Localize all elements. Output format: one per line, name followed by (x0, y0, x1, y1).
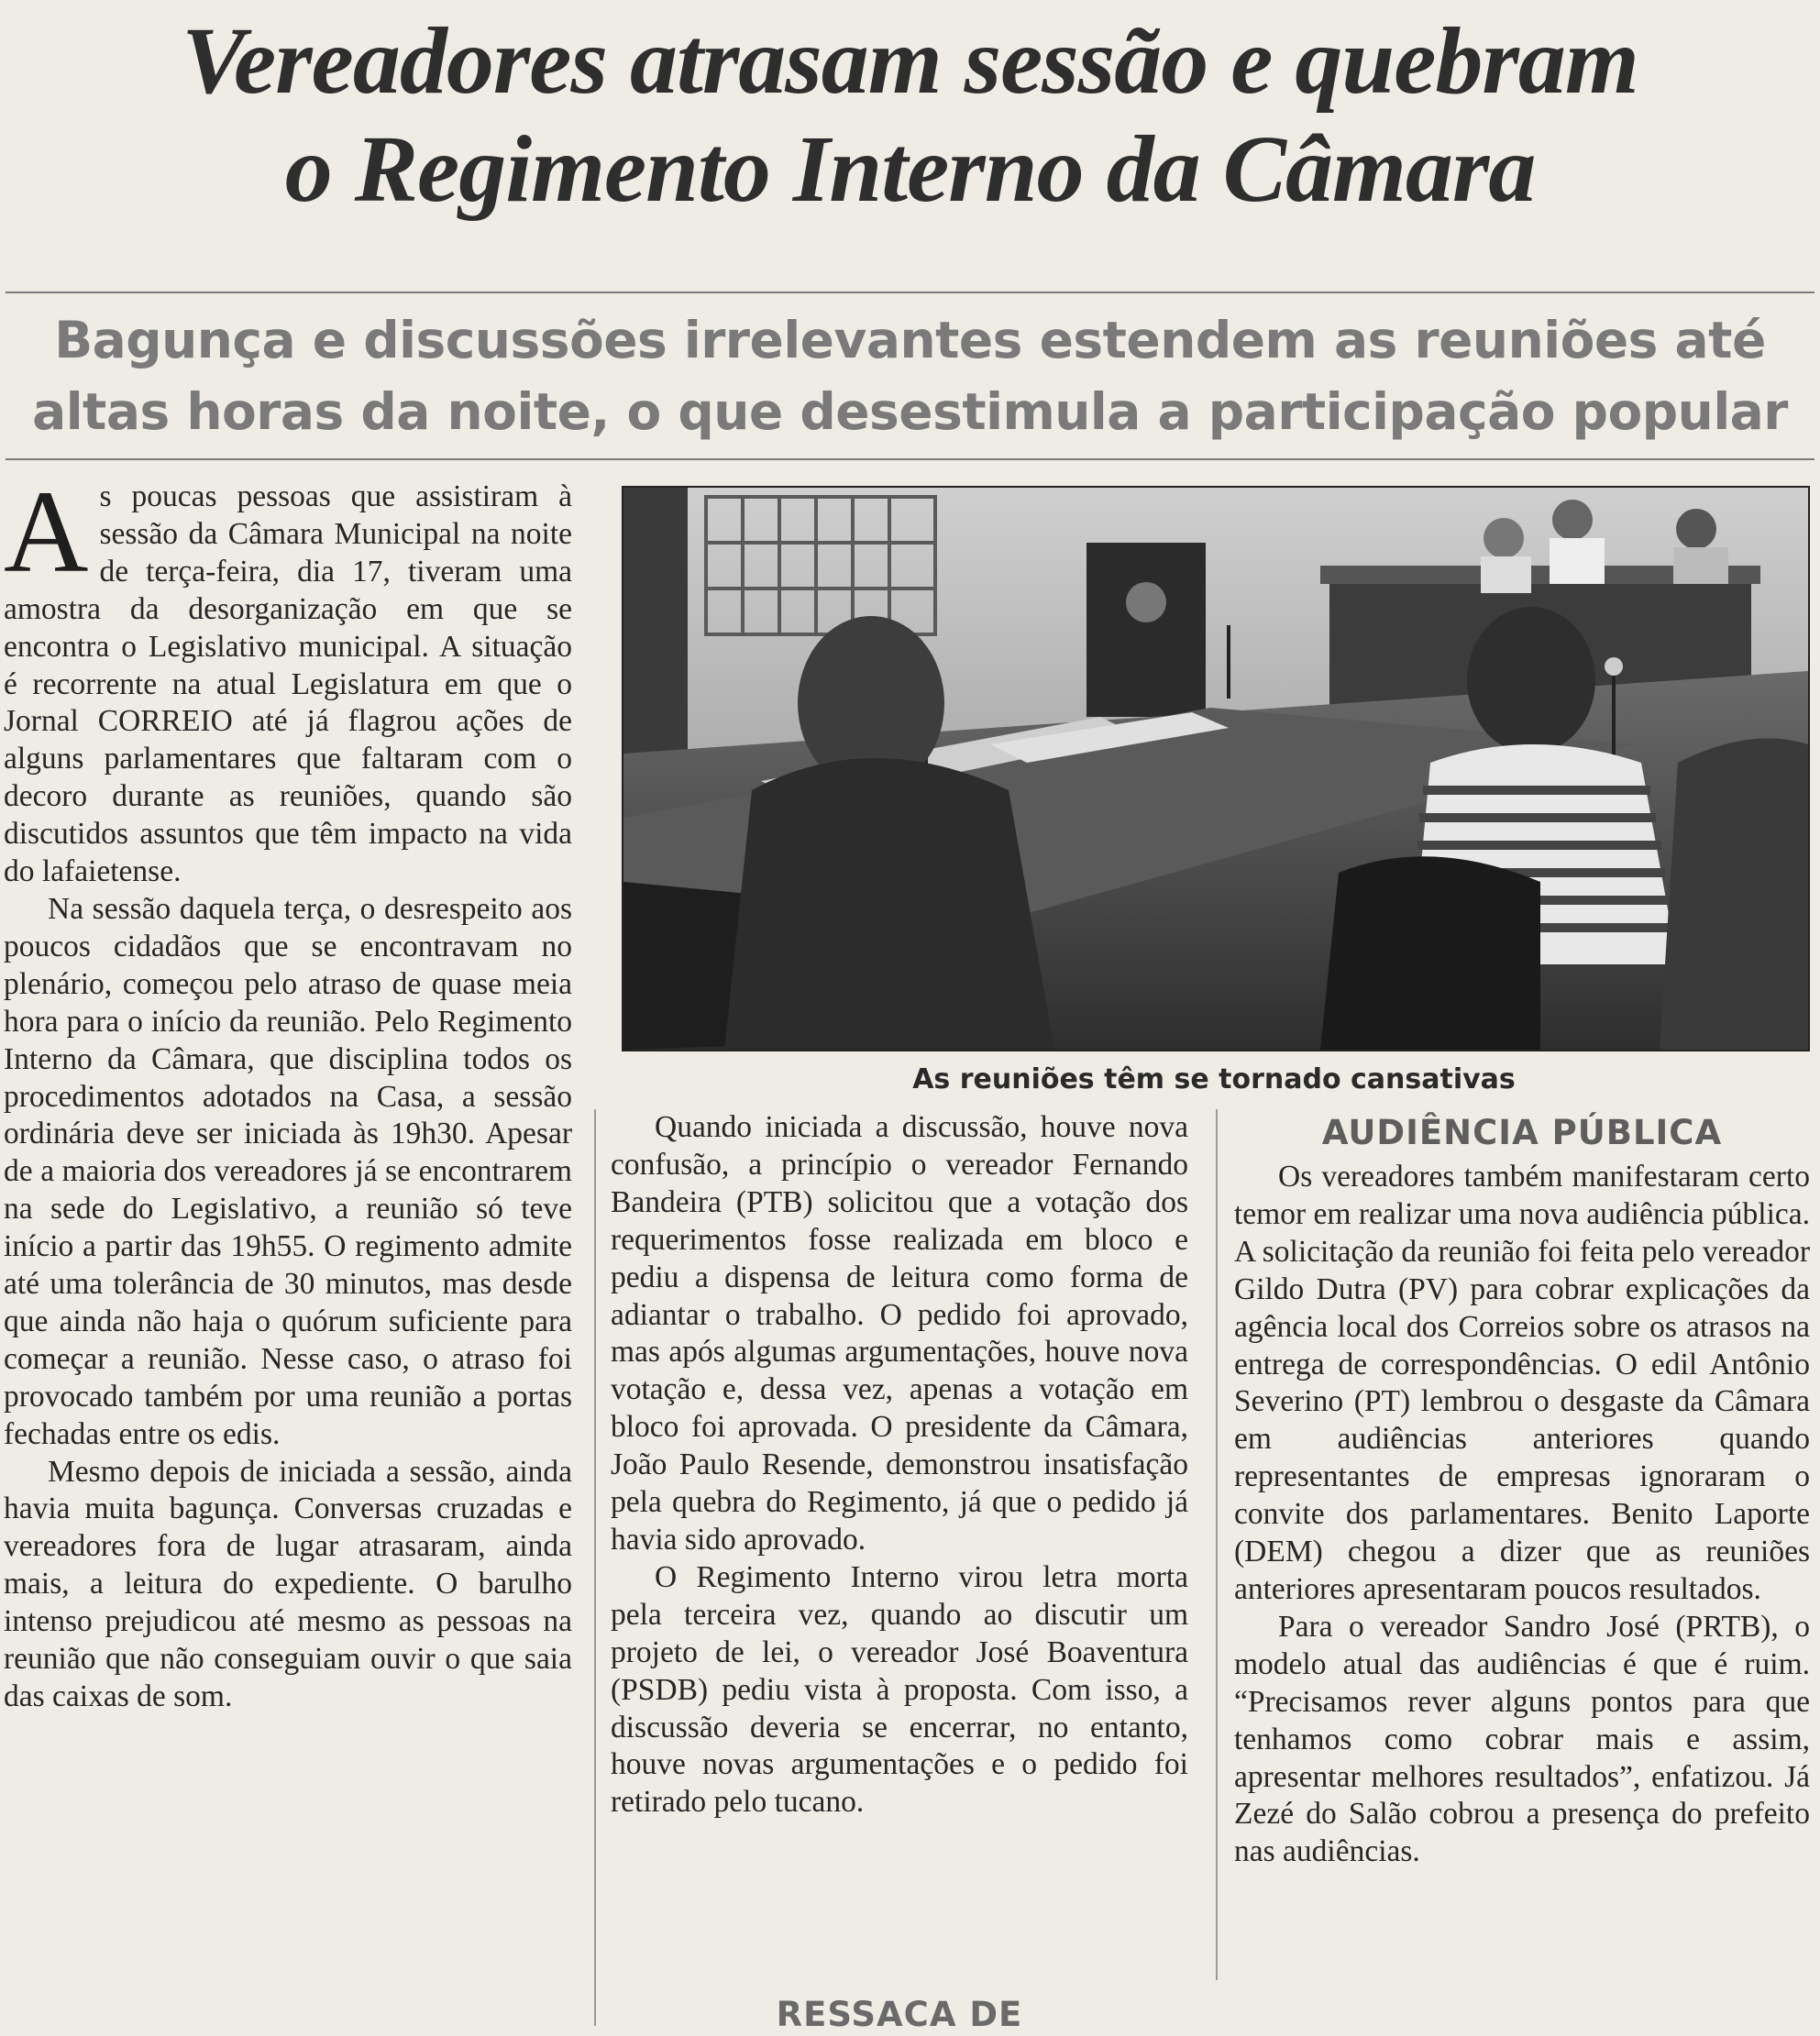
paragraph: Quando iniciada a discussão, houve nova confusão, a princípio o vereador Fernando Bandeira (PTB) solicitou que a votação dos requerimentos fosse realizada em bloco e pediu a dispensa de leitura como forma de adiantar o trabalho. O pedido foi aprovado, mas após algumas argumentações, houve nova votação e, dessa vez, apenas a votação em bloco foi aprovada. O presidente da Câmara, João Paulo Resende, demonstrou insatisfação pela quebra do Regimento, já que o pedido já havia sido aprovado. (611, 1110, 1188, 1557)
subheadline-rule (6, 458, 1814, 460)
headline (0, 7, 1820, 224)
column-divider (594, 1109, 596, 2026)
section-title: AUDIÊNCIA PÚBLICA (1321, 1113, 1723, 1152)
council-chamber-photo (623, 488, 1808, 1050)
photo-caption: As reuniões têm se tornado cansativas (912, 1063, 1516, 1095)
article-column-3 (1234, 1159, 1810, 1871)
subheadline-line-1: Bagunça e discussões irrelevantes estendem as reuniões até (54, 311, 1766, 369)
subheadline-line-2: altas horas da noite, o que desestimula a participação popular (32, 382, 1788, 441)
paragraph: Na sessão daquela terça, o desrespeito aos poucos cidadãos que se encontravam no plenário, começou pelo atraso de quase meia hora para o início da reunião. Pelo Regimento Interno da Câmara, que disciplina todos os procedimentos adotados na Casa, a sessão ordinária deve ser iniciada às 19h30. Apesar de a maioria dos vereadores já se encontrarem na sede do Legislativo, a reunião só teve início a partir das 19h55. O regimento admite até uma tolerância de 30 minutos, mas desde que ainda não haja o quórum suficiente para começar a reunião. Nesse caso, o atraso foi provocado também por uma reunião a portas fechadas entre os edis. (4, 891, 572, 1451)
headline-rule (6, 292, 1814, 293)
article-photo (622, 486, 1810, 1051)
headline-line-2: o Regimento Interno da Câmara (284, 116, 1536, 222)
paragraph (4, 467, 572, 891)
paragraph-text: s poucas pessoas que assistiram à sessão da Câmara Municipal na noite de terça-feira, dia 17, tiveram uma amostra da desorganização em que se encontra o Legislativo municipal. A situação é recorrente na atual Legislatura em que o Jornal CORREIO até já flagrou ações de alguns parlamentares que faltaram com o decoro durante as reuniões, quando são discutidos assuntos que têm impacto na vida do lafaietense. (4, 479, 572, 889)
paragraph: Os vereadores também manifestaram certo temor em realizar uma nova audiência pública. A solicitação da reunião foi feita pelo vereador Gildo Dutra (PV) para cobrar explicações da agência local dos Correios sobre os atrasos na entrega de correspondências. O edil Antônio Severino (PT) lembrou o desgaste da Câmara em audiências anteriores quando representantes de empresas ignoraram o convite dos parlamentares. Benito Laporte (DEM) chegou a dizer que as reuniões anteriores apresentaram poucos resultados. (1234, 1160, 1810, 1606)
subheadline (0, 304, 1820, 447)
paragraph: Mesmo depois de iniciada a sessão, ainda havia muita bagunça. Conversas cruzadas e vereadores fora de lugar atrasaram, ainda mais, a leitura do expediente. O barulho intenso prejudicou até mesmo as pessoas na reunião que não conseguiam ouvir o que saia das caixas de som. (4, 1454, 572, 1713)
paragraph: Para o vereador Sandro José (PRTB), o modelo atual das audiências é que é ruim. “Precisamos rever alguns pontos para que tenhamos como cobrar mais e assim, apresentar melhores resultados”, enfatizou. Já Zezé do Salão cobrou a presença do prefeito nas audiências. (1234, 1609, 1810, 1869)
next-section-title: RESSACA DE (776, 1995, 1023, 2034)
drop-cap: A (4, 467, 89, 597)
article-column-2 (611, 1109, 1188, 1821)
headline-line-1: Vereadores atrasam sessão e quebram (182, 8, 1638, 114)
article-column-1 (4, 467, 572, 1716)
column-divider (1216, 1109, 1218, 1980)
paragraph: O Regimento Interno virou letra morta pela terceira vez, quando ao discutir um projeto de lei, o vereador José Boaventura (PSDB) pediu vista à proposta. Com isso, a discussão deveria se encerrar, no entanto, houve novas argumentações e o pedido foi retirado pelo tucano. (611, 1559, 1188, 1820)
